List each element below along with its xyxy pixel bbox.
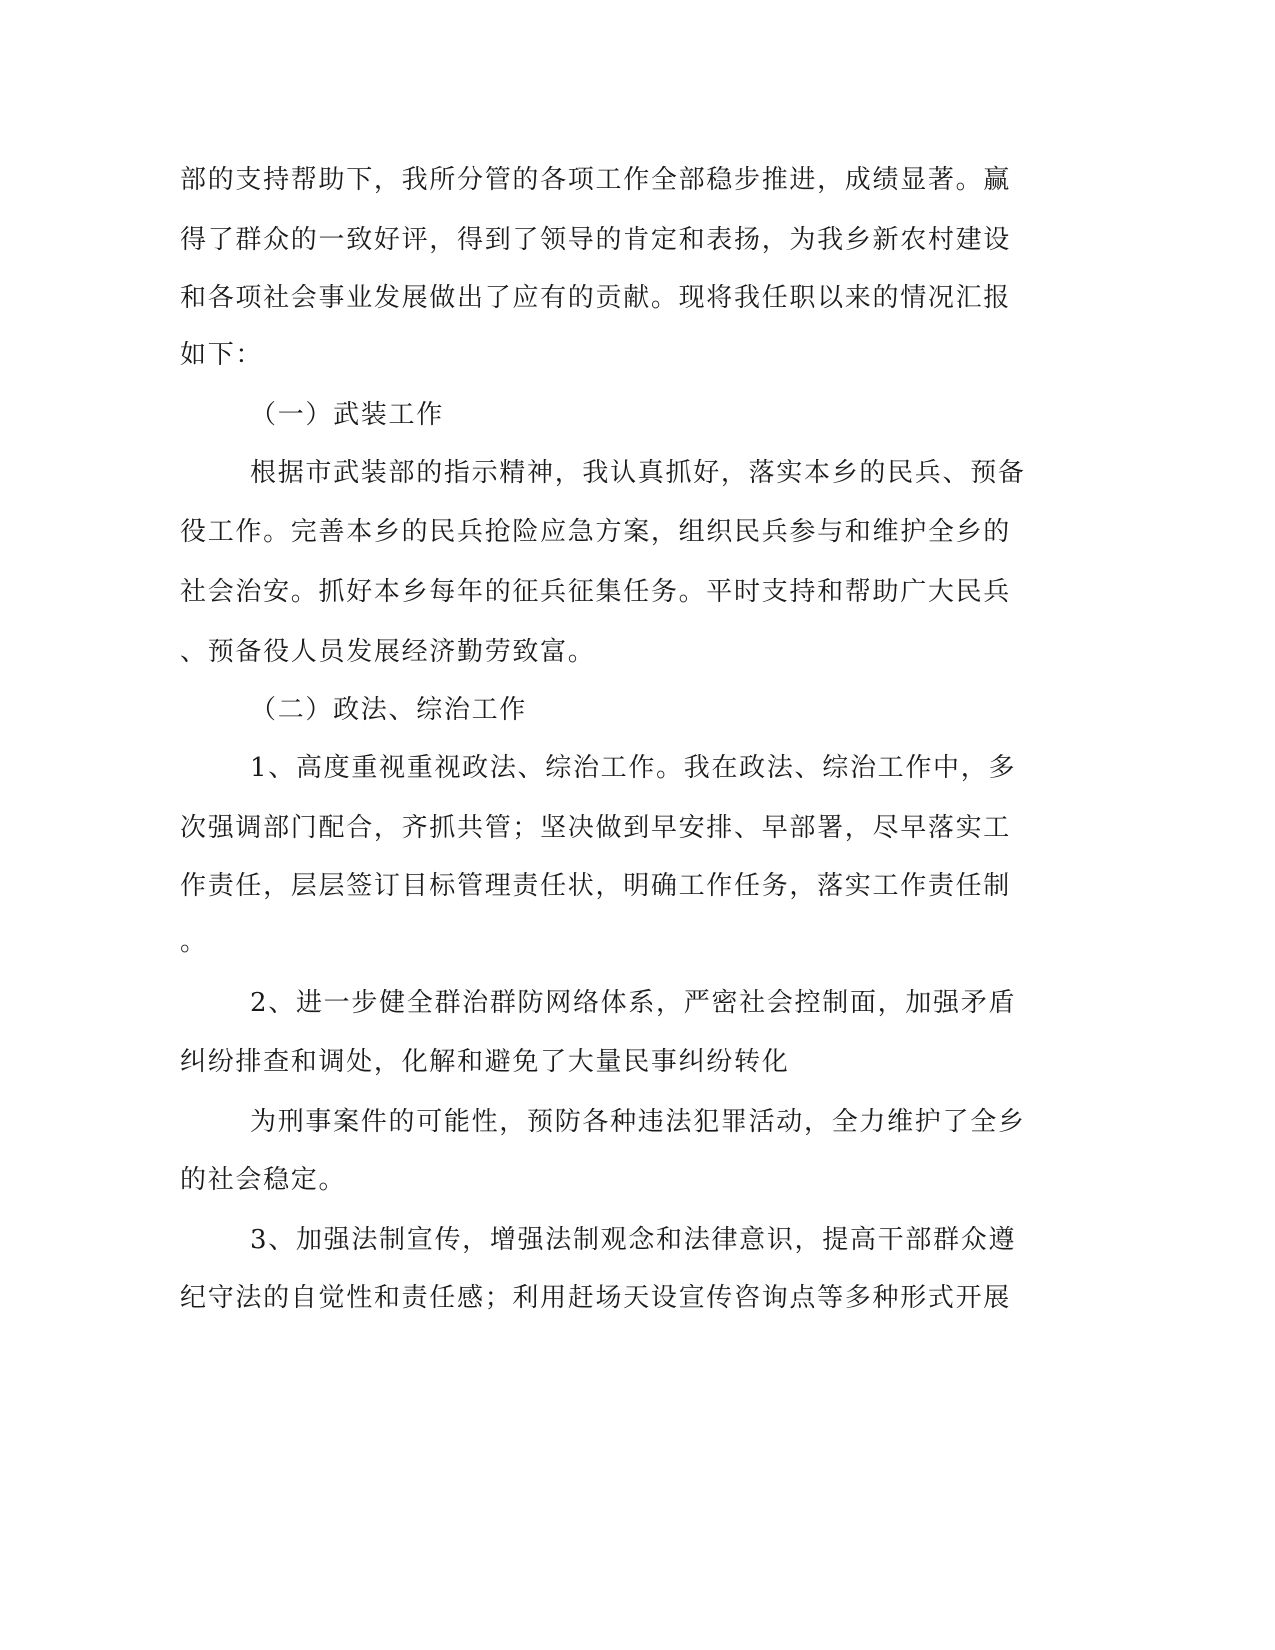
paragraph-line: 2、进一步健全群治群防网络体系，严密社会控制面，加强矛盾 [250,988,1017,1018]
paragraph-line: 为刑事案件的可能性，预防各种违法犯罪活动，全力维护了全乡 [250,1107,1026,1137]
paragraph-line: 。 [180,927,208,957]
paragraph-line: 、预备役人员发展经济勤劳致富。 [180,637,596,667]
paragraph-line: 作责任，层层签订目标管理责任状，明确工作任务，落实工作责任制 [180,871,1012,901]
paragraph-line: 3、加强法制宣传，增强法制观念和法律意识，提高干部群众遵 [250,1225,1017,1255]
paragraph-line: 如下： [180,340,264,370]
paragraph-line: 役工作。完善本乡的民兵抢险应急方案，组织民兵参与和维护全乡的 [180,517,1012,547]
paragraph-line: 纠纷排查和调处，化解和避免了大量民事纠纷转化 [180,1047,790,1077]
paragraph-line: 的社会稳定。 [180,1165,347,1195]
paragraph-line: 社会治安。抓好本乡每年的征兵征集任务。平时支持和帮助广大民兵 [180,577,1012,607]
paragraph-line: 部的支持帮助下，我所分管的各项工作全部稳步推进，成绩显著。赢 [180,165,1012,195]
paragraph-line: 和各项社会事业发展做出了应有的贡献。现将我任职以来的情况汇报 [180,283,1012,313]
paragraph-line: 得了群众的一致好评，得到了领导的肯定和表扬，为我乡新农村建设 [180,225,1012,255]
section-heading-politics-law: （二）政法、综治工作 [250,695,528,725]
paragraph-line: 根据市武装部的指示精神，我认真抓好，落实本乡的民兵、预备 [250,458,1026,488]
paragraph-line: 次强调部门配合，齐抓共管；坚决做到早安排、早部署，尽早落实工 [180,813,1012,843]
paragraph-line: 1、高度重视重视政法、综治工作。我在政法、综治工作中，多 [250,753,1017,783]
section-heading-armed-forces: （一）武装工作 [250,400,444,430]
paragraph-line: 纪守法的自觉性和责任感；利用赶场天设宣传咨询点等多种形式开展 [180,1283,1012,1313]
